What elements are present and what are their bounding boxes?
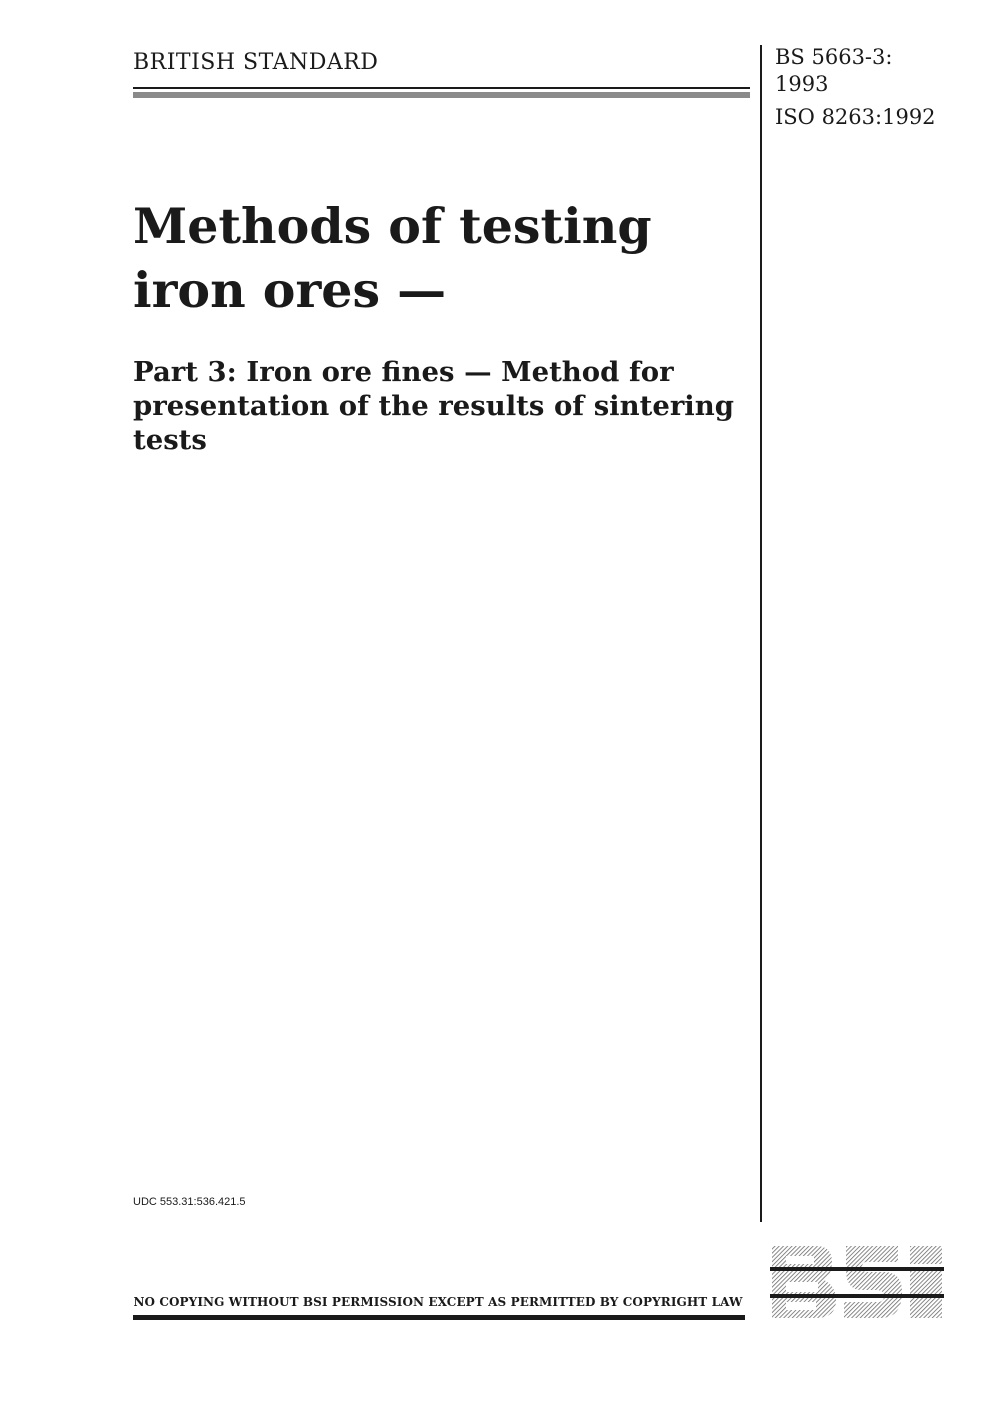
bs-number-line2: 1993 (775, 72, 829, 96)
bs-number-line1: BS 5663-3: (775, 45, 893, 69)
iso-number: ISO 8263:1992 (775, 105, 936, 129)
document-title: Methods of testing iron ores — (133, 197, 652, 319)
header-rule-thick (133, 92, 750, 98)
standard-numbers (775, 44, 936, 131)
udc-code: UDC 553.31:536.421.5 (133, 1196, 246, 1208)
copyright-notice: NO COPYING WITHOUT BSI PERMISSION EXCEPT AS PERMITTED BY COPYRIGHT LAW (133, 1295, 743, 1309)
vertical-divider (760, 45, 762, 1222)
document-part-title: Part 3: Iron ore fines — Method for presentation of the results of sintering tests (133, 356, 734, 456)
document-type-label: BRITISH STANDARD (133, 50, 379, 75)
header-rule-thin (133, 87, 750, 89)
bsi-logo-icon (770, 1242, 944, 1322)
footer-rule (133, 1315, 745, 1320)
